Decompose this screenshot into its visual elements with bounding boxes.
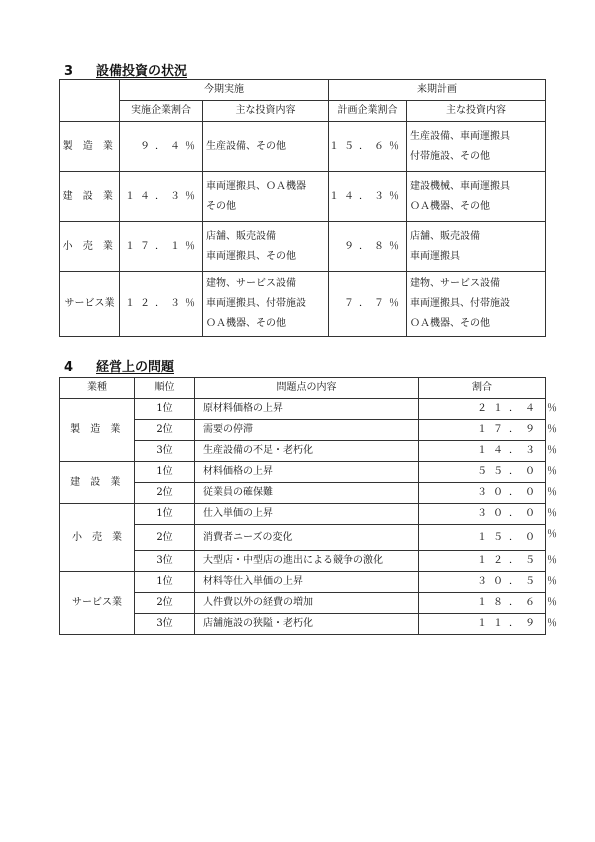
next-content-cell	[407, 122, 546, 172]
table-row	[60, 462, 546, 483]
percent-sign: ％	[547, 576, 557, 587]
problem-cell: 店舗施設の狭隘・老朽化	[195, 614, 419, 635]
problem-cell: 材料等仕入単価の上昇	[195, 572, 419, 593]
percent-sign: ％	[547, 508, 557, 519]
ratio-value: １２．５	[477, 555, 541, 566]
ratio-value: ２１．４	[477, 403, 541, 414]
table-header-row	[60, 378, 546, 399]
header-industry: 業種	[60, 378, 135, 399]
percent-sign: ％	[547, 529, 557, 540]
rank-cell: 3位	[135, 551, 195, 572]
content-line: 建物、サービス設備	[410, 278, 500, 289]
content-line: 車両運搬具、付帯施設	[206, 298, 306, 309]
industry-cell: 小 売 業	[60, 222, 120, 272]
investment-table	[59, 79, 546, 337]
header-current-content: 主な投資内容	[203, 101, 329, 122]
rank-cell: 2位	[135, 483, 195, 504]
problem-cell: 仕入単価の上昇	[195, 504, 419, 525]
content-line: その他	[206, 200, 236, 212]
header-current: 今期実施	[120, 80, 329, 101]
next-content-cell	[407, 172, 546, 222]
percent-sign: ％	[547, 403, 557, 414]
section-3-number: 3	[64, 64, 74, 79]
ratio-value: ３０．５	[477, 576, 541, 587]
problem-cell: 需要の停滞	[195, 420, 419, 441]
next-rate-cell: １４．３％	[329, 172, 407, 222]
percent-sign: ％	[547, 445, 557, 456]
problem-cell: 消費者ニーズの変化	[195, 525, 419, 551]
content-line: ＯＡ機器、その他	[410, 318, 490, 329]
header-problem: 問題点の内容	[195, 378, 419, 399]
problem-cell: 原材料価格の上昇	[195, 399, 419, 420]
current-content-cell	[203, 222, 329, 272]
ratio-value: ３０．０	[477, 487, 541, 498]
ratio-cell	[419, 525, 557, 551]
ratio-value: １５．０	[477, 531, 541, 543]
next-rate-cell: ９．８％	[329, 222, 407, 272]
industry-cell: 建 設 業	[60, 462, 135, 504]
rank-cell: 3位	[135, 441, 195, 462]
content-line: ＯＡ機器、その他	[206, 318, 286, 329]
content-line: 店舗、販売設備	[410, 230, 480, 242]
percent-sign: ％	[547, 487, 557, 498]
percent-sign: ％	[547, 424, 557, 435]
ratio-cell	[419, 614, 557, 635]
current-content-cell	[203, 122, 329, 172]
table-row	[60, 222, 546, 272]
content-line: 建設機械、車両運搬具	[410, 180, 510, 192]
problem-cell: 従業員の確保難	[195, 483, 419, 504]
content-line: 店舗、販売設備	[206, 230, 276, 242]
ratio-cell	[419, 399, 557, 420]
problem-cell: 生産設備の不足・老朽化	[195, 441, 419, 462]
ratio-cell	[419, 593, 557, 614]
table-row	[60, 399, 546, 420]
ratio-value: １７．９	[477, 424, 541, 435]
table-row	[60, 272, 546, 337]
rank-cell: 2位	[135, 525, 195, 551]
content-line: 建物、サービス設備	[206, 278, 296, 289]
next-content-cell	[407, 222, 546, 272]
ratio-cell	[419, 504, 557, 525]
section-4-heading	[64, 356, 174, 375]
table-row	[60, 504, 546, 525]
next-rate-cell: １５．６％	[329, 122, 407, 172]
industry-cell: サービス業	[60, 572, 135, 635]
ratio-value: １１．９	[477, 618, 541, 629]
rank-cell: 2位	[135, 593, 195, 614]
ratio-value: ３０．０	[477, 508, 541, 519]
table-row	[60, 572, 546, 593]
industry-cell: 建 設 業	[60, 172, 120, 222]
ratio-cell	[419, 420, 557, 441]
current-rate-cell: ９．４％	[120, 122, 203, 172]
content-line: 車両運搬具、ＯＡ機器	[206, 180, 306, 192]
rank-cell: 1位	[135, 504, 195, 525]
rank-cell: 3位	[135, 614, 195, 635]
ratio-cell	[419, 483, 557, 504]
percent-sign: ％	[547, 597, 557, 608]
content-line: 付帯施設、その他	[410, 150, 490, 162]
table-row	[60, 122, 546, 172]
ratio-cell	[419, 551, 557, 572]
section-3-heading	[64, 60, 187, 79]
header-next: 来期計画	[329, 80, 546, 101]
current-rate-cell: １４．３％	[120, 172, 203, 222]
next-rate-cell: ７．７％	[329, 272, 407, 337]
rank-cell: 1位	[135, 399, 195, 420]
rank-cell: 2位	[135, 420, 195, 441]
content-line: 車両運搬具	[410, 250, 460, 262]
header-current-rate: 実施企業割合	[120, 101, 203, 122]
industry-cell: 小 売 業	[60, 504, 135, 572]
ratio-value: １４．３	[477, 445, 541, 456]
content-line: 車両運搬具、その他	[206, 250, 296, 262]
header-ratio: 割合	[419, 378, 546, 399]
problem-cell: 大型店・中型店の進出による競争の激化	[195, 551, 419, 572]
current-content-cell	[203, 272, 329, 337]
header-blank-cell	[60, 80, 120, 122]
ratio-cell	[419, 572, 557, 593]
current-rate-cell: １２．３％	[120, 272, 203, 337]
problem-cell: 人件費以外の経費の増加	[195, 593, 419, 614]
problems-table	[59, 377, 557, 635]
percent-sign: ％	[547, 618, 557, 629]
industry-cell: 製 造 業	[60, 399, 135, 462]
section-4-number: 4	[64, 360, 74, 375]
next-content-cell	[407, 272, 546, 337]
rank-cell: 1位	[135, 462, 195, 483]
ratio-value: ５５．０	[477, 466, 541, 477]
ratio-cell	[419, 441, 557, 462]
ratio-value: １８．６	[477, 597, 541, 608]
ratio-cell	[419, 462, 557, 483]
percent-sign: ％	[547, 555, 557, 566]
content-line: 生産設備、その他	[206, 140, 286, 152]
content-line: 車両運搬具、付帯施設	[410, 298, 510, 309]
content-line: ＯＡ機器、その他	[410, 200, 490, 212]
header-next-rate: 計画企業割合	[329, 101, 407, 122]
section-3-title: 設備投資の状況	[96, 64, 188, 79]
rank-cell: 1位	[135, 572, 195, 593]
industry-cell: サービス業	[60, 272, 120, 337]
current-content-cell	[203, 172, 329, 222]
content-line: 生産設備、車両運搬具	[410, 130, 510, 142]
problem-cell: 材料価格の上昇	[195, 462, 419, 483]
percent-sign: ％	[547, 466, 557, 477]
industry-cell: 製 造 業	[60, 122, 120, 172]
header-next-content: 主な投資内容	[407, 101, 546, 122]
current-rate-cell: １７．１％	[120, 222, 203, 272]
header-rank: 順位	[135, 378, 195, 399]
section-4-title: 経営上の問題	[96, 360, 175, 375]
table-row	[60, 172, 546, 222]
